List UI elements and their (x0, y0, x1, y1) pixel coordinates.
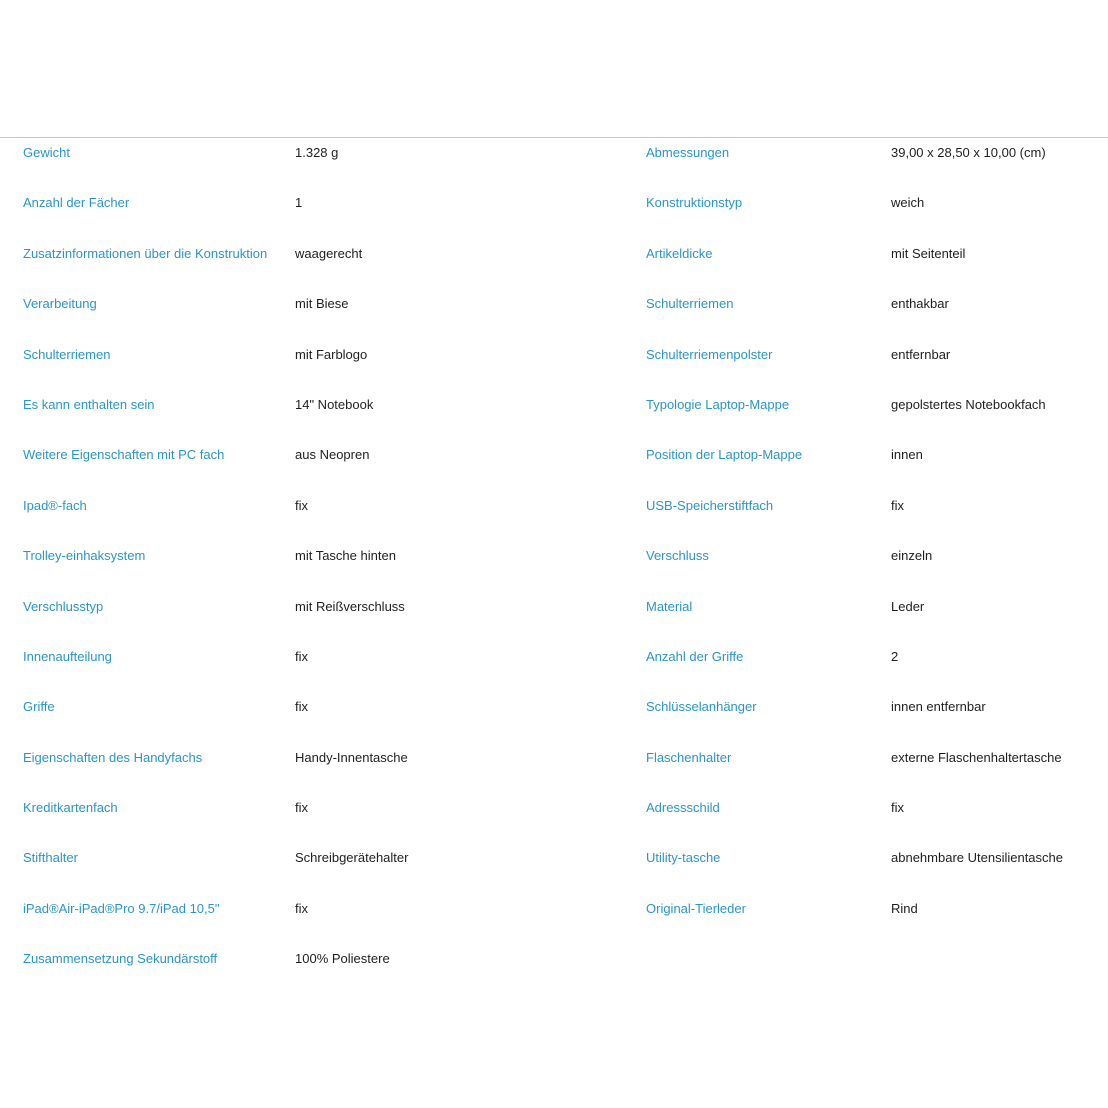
spec-table (0, 128, 1108, 985)
spec-value: aus Neopren (295, 447, 370, 463)
spec-value: mit Farblogo (295, 346, 368, 362)
spec-label: Ipad®-fach (23, 497, 87, 513)
spec-value: fix (295, 800, 308, 816)
spec-value: 1.328 g (295, 145, 339, 160)
spec-label: Flaschenhalter (646, 749, 732, 765)
spec-label: Anzahl der Fächer (23, 195, 130, 211)
spec-label: Zusammensetzung Sekundärstoff (23, 951, 218, 967)
spec-label: Schulterriemen (646, 296, 734, 312)
spec-label: Zusatzinformationen über die Konstruktion (23, 245, 268, 261)
spec-label: Utility-tasche (646, 850, 721, 866)
spec-row (0, 531, 1108, 581)
spec-label: Innenaufteilung (23, 648, 112, 664)
spec-value: einzeln (891, 548, 933, 564)
spec-label: Abmessungen (646, 145, 730, 160)
spec-value: entfernbar (891, 346, 951, 362)
spec-value: innen (891, 447, 923, 463)
spec-value: fix (891, 800, 904, 816)
spec-label: Eigenschaften des Handyfachs (23, 749, 203, 765)
spec-value: Leder (891, 598, 925, 614)
spec-value: mit Seitenteil (891, 245, 966, 261)
spec-label: Kreditkartenfach (23, 800, 118, 816)
spec-value: mit Reißverschluss (295, 598, 405, 614)
spec-label: Verschlusstyp (23, 598, 104, 614)
spec-value: 1 (295, 195, 303, 211)
spec-row (0, 330, 1108, 380)
spec-value: Rind (891, 900, 918, 916)
spec-value: fix (295, 648, 308, 664)
spec-value: mit Tasche hinten (295, 548, 396, 564)
spec-row (0, 934, 1108, 984)
spec-value: abnehmbare Utensilientasche (891, 850, 1063, 866)
spec-label: Griffe (23, 699, 55, 715)
spec-label: Stifthalter (23, 850, 78, 866)
spec-value: fix (891, 497, 904, 513)
spec-label: Verschluss (646, 548, 709, 564)
spec-value: fix (295, 900, 308, 916)
spec-row (0, 833, 1108, 883)
spec-value: fix (295, 497, 308, 513)
spec-label: Gewicht (23, 145, 70, 160)
spec-label: Schlüsselanhänger (646, 699, 757, 715)
spec-label: Original-Tierleder (646, 900, 746, 916)
spec-row (0, 128, 1108, 178)
spec-row (0, 582, 1108, 632)
spec-label: iPad®Air-iPad®Pro 9.7/iPad 10,5" (23, 900, 220, 916)
spec-row (0, 632, 1108, 682)
spec-value: externe Flaschenhaltertasche (891, 749, 1062, 765)
spec-row (0, 481, 1108, 531)
spec-value: innen entfernbar (891, 699, 986, 715)
spec-value: 100% Poliestere (295, 951, 390, 967)
spec-row (0, 682, 1108, 732)
spec-label: Artikeldicke (646, 245, 713, 261)
spec-row (0, 178, 1108, 228)
spec-value: Schreibgerätehalter (295, 850, 409, 866)
spec-label: Es kann enthalten sein (23, 396, 155, 412)
spec-label: Schulterriemen (23, 346, 111, 362)
spec-row (0, 733, 1108, 783)
spec-row (0, 884, 1108, 934)
spec-label: Weitere Eigenschaften mit PC fach (23, 447, 225, 463)
spec-label: Anzahl der Griffe (646, 648, 744, 664)
spec-label: Adressschild (646, 800, 720, 816)
spec-value: gepolstertes Notebookfach (891, 396, 1046, 412)
spec-row (0, 279, 1108, 329)
spec-value: waagerecht (295, 245, 363, 261)
spec-value: enthakbar (891, 296, 949, 312)
spec-row (0, 229, 1108, 279)
spec-label: USB-Speicherstiftfach (646, 497, 774, 513)
spec-label: Konstruktionstyp (646, 195, 743, 211)
spec-value: fix (295, 699, 308, 715)
spec-label: Position der Laptop-Mappe (646, 447, 803, 463)
spec-label: Trolley-einhaksystem (23, 548, 146, 564)
spec-label: Material (646, 598, 693, 614)
spec-label: Verarbeitung (23, 296, 97, 312)
spec-row (0, 430, 1108, 480)
spec-value: weich (891, 195, 925, 211)
spec-label: Schulterriemenpolster (646, 346, 773, 362)
spec-row (0, 380, 1108, 430)
spec-value: mit Biese (295, 296, 349, 312)
spec-value: 2 (891, 648, 899, 664)
spec-row (0, 783, 1108, 833)
spec-value: 14" Notebook (295, 396, 374, 412)
spec-value: 39,00 x 28,50 x 10,00 (cm) (891, 145, 1046, 160)
spec-value: Handy-Innentasche (295, 749, 408, 765)
spec-label: Typologie Laptop-Mappe (646, 396, 790, 412)
